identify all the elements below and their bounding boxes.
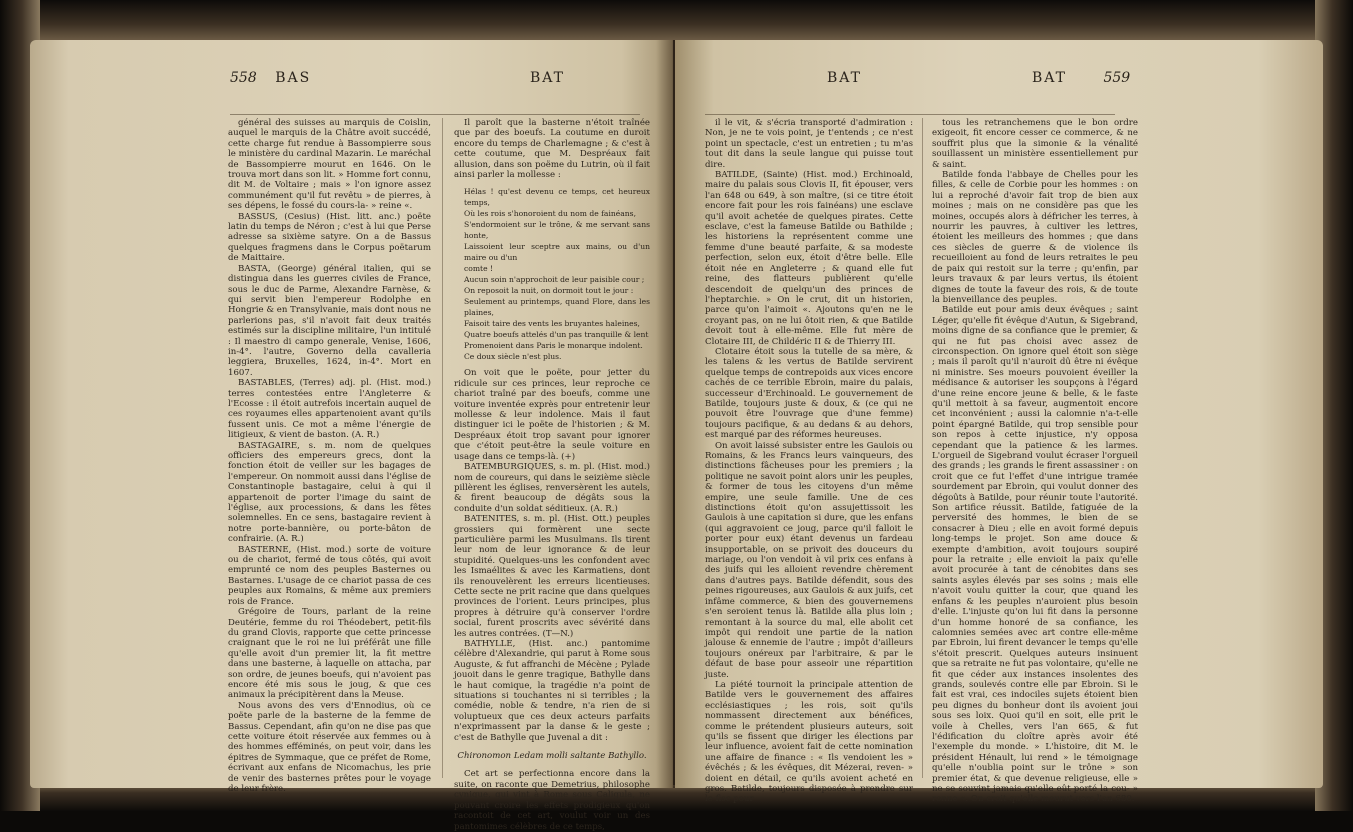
left-header-rule — [230, 114, 640, 115]
right-page-number: 559 — [1103, 70, 1131, 86]
poem-line: Où les rois s'honoroient du nom de fainéans, — [464, 209, 636, 219]
paragraph: BASTABLES, (Terres) adj. pl. (Hist. mod.) terres contestées entre l'Angleterre & l'Ecosse : il étoit autrefois incertain auquel de ces royaumes elles appartenoient avant qu'ils fussent unis. Ce mot a même l'énergie de litigieux, & vient de baston. (A. R.) — [228, 378, 431, 441]
paragraph: BATENITES, s. m. pl. (Hist. Ott.) peuples grossiers qui formèrent une secte particulière parmi les Musulmans. Ils tirent leur nom de leur ignorance & de leur stupidité. Quelques-uns les confondent avec les Ismaélites & avec les Karmatiens, dont ils renouvelèrent les erreurs licentieuses. Cette secte ne prit racine que dans quelques provinces de l'orient. Leurs principes, plus propres à détruire qu'à conserver l'ordre social, furent proscrits avec sévérité dans les autres contrées. (T—N.) — [454, 514, 650, 639]
paragraph: Grégoire de Tours, parlant de la reine Deutérie, femme du roi Théodebert, petit-fils du grand Clovis, rapporte que cette princesse craignant que le roi ne lui préférât une fille qu'elle avoit d'un premier lit, la fit mettre dans une basterne, à laquelle on attacha, par son ordre, de jeunes boeufs, qui n'avoient pas encore été mis sous le joug, & que ces animaux la précipitèrent dans la Meuse. — [228, 607, 431, 701]
left-page-number: 558 — [230, 70, 257, 86]
left-column-1 — [228, 118, 431, 794]
latin-quote: Chironomon Ledam molli saltante Bathyllo. — [457, 751, 647, 762]
book-edge-top — [0, 0, 1353, 40]
paragraph: Nous avons des vers d'Ennodius, où ce poëte parle de la basterne de la femme de Bassus. Cependant, afin qu'on ne dise pas que cette voiture étoit réservée aux femmes ou à des hommes efféminés, on peut voir, dans les épitres de Symmaque, que ce préfet de Rome, écrivant aux enfans de Nicomachus, les prie de venir des basternes prêtes pour le voyage de leur frère. — [228, 700, 431, 794]
paragraph: BATILDE, (Sainte) (Hist. mod.) Erchinoald, maire du palais sous Clovis II, fit épouser, vers l'an 648 ou 649, à son maître, (si ce titre étoit encore fait pour les rois fainéans) une esclave qu'il avoit achetée de quelques pirates. Cette esclave, c'est la fameuse Batilde ou Bathilde ; les historiens la représentent comme une femme d'une beauté parfaite, & sa modeste perfection, selon eux, étoit d'être belle. Elle étoit née en Angleterre ; & quand elle fut reine, des flatteurs publièrent qu'elle descendoit de quelqu'un des princes de l'heptarchie. » On le crut, dit un historien, parce qu'on l'aimoit «. Ajoutons qu'en ne le croyant pas, on ne lui ôtoit rien, & que Batilde devoit tout à elle-même. Elle fut mère de Clotaire III, de Childéric II & de Thierry III. — [705, 170, 913, 347]
poem-line: Quatre boeufs attelés d'un pas tranquille & lent — [464, 330, 649, 340]
poem-line: Laissoient leur sceptre aux mains, ou d'un maire ou d'un — [464, 242, 650, 263]
paragraph: BATEMBURGIQUES, s. m. pl. (Hist. mod.) nom de coureurs, qui dans le seizième siècle pillèrent les églises, renversèrent les autels, & firent beaucoup de dégâts sous la conduite d'un soldat séditieux. (A. R.) — [454, 462, 650, 514]
right-page-header — [1032, 70, 1130, 86]
left-col2-end: Cet art se perfectionna encore dans la suite, on raconte que Demetrius, philosophe cynique, qui vint à Rome sous Caligula, ne pouvant croire les effets prodigieux qu'on racontoit de cet art, voulut voir un des pantomimes célèbres de ce temps, — [454, 769, 650, 832]
paragraph: BATHYLLE, (Hist. anc.) pantomime célèbre d'Alexandrie, qui parut à Rome sous Auguste, & fut affranchi de Mécène ; Pylade jouoit dans le genre tragique, Bathylle dans le haut comique, la tragédie n'a point de situations si touchantes ni si terribles ; la comédie, noble & tendre, n'a rien de si voluptueux que ces deux acteurs parfaits n'exprimassent par la danse & le geste ; c'est de Bathylle que Juvenal a dit : — [454, 639, 650, 743]
right-column-rule — [922, 118, 923, 778]
poem-line: Ce doux siècle n'est plus. — [464, 352, 562, 362]
poem-line: Seulement au printemps, quand Flore, dans les plaines, — [464, 297, 650, 318]
paragraph: Batilde eut pour amis deux évêques ; saint Léger, qu'elle fit évêque d'Autun, & Sigebrand, moins digne de sa confiance que le premier, & qui ne fut pas choisi avec assez de circonspection. On ignore quel étoit son siège ; mais il paroît qu'il n'auroit dû être ni évêque ni ministre. Ses moeurs pouvoient éveiller la médisance & autoriser les soupçons à l'égard d'une reine encore jeune & belle, & le faste qu'il mettoit à sa faveur, augmentoit encore cet inconvénient ; aussi la calomnie n'a-t-elle point épargné Batilde, qui trop sensible pour son repos à cette injustice, n'y opposa cependant que la patience & les larmes. L'orgueil de Sigebrand voulut écraser l'orgueil des grands ; les grands le firent assassiner : on croit que ce fut l'effet d'une intrigue tramée sourdement par Ebroin, qui voulut donner des dégoûts à Batilde, pour réunir toute l'autorité. Son artifice réussit. Batilde, fatiguée de la perversité des hommes, le bien de se consacrer à Dieu ; elle en avoit formé depuis long-temps le projet. Son ame douce & exempte d'ambition, avoit toujours soupiré pour la retraite ; elle envioit la paix qu'elle avoit procurée à tant de cénobites dans ses saints asyles élevés par ses soins ; mais elle n'avoit voulu quitter la cour, que quand les enfans & les peuples n'auroient plus besoin d'elle. L'injuste qu'on lui fit dans la personne d'un homme honoré de sa confiance, les calomnies semées avec art contre elle-même par Ebroin, lui firent devancer le temps qu'elle s'étoit prescrit. Quelques auteurs insinuent que sa retraite ne fut pas volontaire, qu'elle ne fit que céder aux instances insolentes des grands, soulevés contre elle par Ebroin. Si le fait est vrai, ces indociles sujets étoient bien peu dignes du bonheur dont ils avoient joui sous ses loix. Quoi qu'il en soit, elle prit le voile à Chelles, vers l'an 665, & fut l'édification du cloître après avoir été l'exemple du monde. » L'histoire, dit M. le président Hénault, lui rend » le témoignage qu'elle n'oublia point sur le trône » son premier état, & que devenue religieuse, elle » ne se souvint jamais qu'elle eût porté la cou- » ronne «. On croit qu'elle mourut vers l'an 680. — [932, 305, 1138, 805]
poem-line: comte ! — [464, 264, 494, 274]
paragraph: général des suisses au marquis de Coislin, auquel le marquis de la Châtre avoit succédé, cette charge fut rendue à Bassompierre sous le ministère du cardinal Mazarin. Le maréchal de Bassompierre mourut en 1646. On le trouva mort dans son lit. » Homme fort connu, dit M. de Voltaire ; mais » l'on ignore assez communément qu'il fut revêtu » de pierres, à ses dépens, le fossé du cours-la- » reine «. — [228, 118, 431, 212]
paragraph: il le vit, & s'écria transporté d'admiration : Non, je ne te vois point, je t'entends ; ce n'est point un spectacle, c'est un entretien ; tu m'as tout dit dans la seule langue qui puisse tout dire. — [705, 118, 913, 170]
left-header-word-right: BAT — [530, 70, 565, 86]
paragraph: BASTERNE, (Hist. mod.) sorte de voiture ou de chariot, fermé de tous côtés, qui avoit emprunté ce nom des peuples Basternes ou Bastarnes. L'usage de ce chariot passa de ces peuples aux Romains, & même aux premiers rois de France. — [228, 544, 431, 607]
right-column-1 — [705, 118, 913, 805]
poem-line: On reposoit la nuit, on dormoit tout le jour : — [464, 286, 634, 296]
poem-line: S'endormoient sur le trône, & me servant sans honte, — [464, 220, 650, 241]
right-column-2 — [932, 118, 1138, 805]
left-page — [30, 40, 673, 832]
paragraph: Clotaire étoit sous la tutelle de sa mère, & les talens & les vertus de Batilde servirent quelque temps de contrepoids aux vices encore cachés de ce terrible Ebroin, maire du palais, successeur d'Erchinoald. Le gouvernement de Batilde, toujours juste & doux, & (ce qui ne pouvoit être l'ouvrage que d'une femme) toujours pacifique, & au dedans & au dehors, est marqué par des réformes heureuses. — [705, 346, 913, 441]
right-page — [675, 40, 1323, 805]
paragraph: Batilde fonda l'abbaye de Chelles pour les filles, & celle de Corbie pour les hommes : on lui a reproché d'avoir fait trop de bien aux moines ; mais on ne considère pas que les moines, occupés alors à défricher les terres, à nourrir les pauvres, à cultiver les lettres, étoient les meilleurs des hommes ; que dans ces siècles de guerre & de violence ils recueilloient au fond de leurs retraites le peu de paix qui restoit sur la terre ; qu'enfin, par leurs travaux & par leurs vertus, ils étoient dignes de toute la faveur des rois, & de toute la bienveillance des peuples. — [932, 170, 1138, 305]
poem-line: Faisoit taire des vents les bruyantes haleines, — [464, 319, 640, 329]
book-edge-bottom — [0, 785, 1353, 811]
left-page-header — [230, 70, 311, 86]
paragraph: BASTAGAIRE, s. m. nom de quelques officiers des empereurs grecs, dont la fonction étoit de veiller sur les bagages de l'empereur. On nommoit aussi dans l'église de Constantinople bastagaire, celui à qui il appartenoit de porter l'image du saint de l'église, aux processions, & dans les fêtes solemnelles. En ce sens, bastagaire revient à notre porte-bannière, ou porte-bâton de confrairie. (A. R.) — [228, 440, 431, 545]
paragraph: On voit que le poëte, pour jetter du ridicule sur ces princes, leur reproche ce chariot traîné par des boeufs, comme une voiture inventée exprès pour entretenir leur mollesse & leur indolence. Mais il faut distinguer ici le poëte de l'historien ; & M. Despréaux étoit trop savant pour ignorer que c'étoit peut-être la seule voiture en usage dans ce temps-là. (+) — [454, 368, 650, 462]
right-header-rule — [705, 114, 1115, 115]
left-column-2 — [454, 118, 650, 832]
poem-line: Aucun soin n'approchoit de leur paisible cour ; — [464, 275, 645, 285]
left-col2-intro: Il paroît que la basterne n'étoit traînée que par des boeufs. La coutume en duroit encore du temps de Charlemagne ; & c'est à cette coutume, que M. Despréaux fait allusion, dans son poëme du Lutrin, où il fait ainsi parler la mollesse : — [454, 118, 650, 181]
left-header-word-left: BAS — [275, 70, 312, 86]
paragraph: On avoit laissé subsister entre les Gaulois ou Romains, & les Francs leurs vainqueurs, des distinctions fâcheuses pour les premiers ; la politique ne savoit point alors unir les peuples, & former de tous les citoyens d'un même empire, une seule famille. Une de ces distinctions étoit qu'on assujettissoit les Gaulois à une capitation si dure, que les enfans (qui aggravoient ce joug, parce qu'il falloit le porter pour eux) étant devenus un fardeau insupportable, on se privoit des douceurs du mariage, ou l'on vendoit à vil prix ces enfans à des juifs qui les alloient revendre chèrement dans d'autres pays. Batilde défendit, sous des peines rigoureuses, aux Gaulois & aux juifs, cet infâme commerce, & bien des gouvernemens s'en seroient tenus là. Batilde alla plus loin ; remontant à la source du mal, elle abolit cet impôt qui rendoit une partie de la nation jalouse & ennemie de l'autre ; impôt d'ailleurs toujours onéreux par l'arbitraire, & par le défaut de base pour asseoir une répartition juste. — [705, 440, 913, 680]
paragraph: La piété tournoit la principale attention de Batilde vers le gouvernement des affaires ecclésiastiques ; les rois, soit qu'ils nommassent directement aux bénéfices, comme le prétendent plusieurs auteurs, soit qu'ils se fissent que diriger les élections par leur influence, avoient fait de cette nomination une affaire de finance : « Ils vendoient les » évêchés ; & les évêques, dit Mézerai, reven- » doient en détail, ce qu'ils avoient acheté en gros. Batilde, toujours disposée à prendre sur le fisc pour — [705, 679, 913, 805]
right-header-word-right: BAT — [1032, 70, 1067, 86]
paragraph: BASTA, (George) général italien, qui se distingua dans les guerres civiles de France, sous le duc de Parme, Alexandre Farnèse, & qui servit bien l'empereur Rodolphe en Hongrie & en Transylvanie, mais dont nous ne parlerions pas, s'il n'avoit fait deux traités estimés sur la discipline militaire, l'un intitulé : Il maestro di campo generale, Venise, 1606, in-4°. l'autre, Governo della cavalleria leggiera, Bruxelles, 1624, in-4°. Mort en 1607. — [228, 263, 431, 378]
poem-line: Hélas ! qu'est devenu ce temps, cet heureux temps, — [464, 187, 650, 208]
right-header-word-left: BAT — [827, 70, 862, 86]
poem-quote — [464, 186, 650, 362]
poem-line: Promenoient dans Paris le monarque indolent. — [464, 341, 643, 351]
paragraph: tous les retranchemens que le bon ordre exigeoit, fit encore cesser ce commerce, & ne souffrit plus que la simonie & la vénalité souillassent un ministère essentiellement pur & saint. — [932, 118, 1138, 170]
left-column-rule — [442, 118, 443, 778]
paragraph: BASSUS, (Cesius) (Hist. litt. anc.) poëte latin du temps de Néron ; c'est à lui que Perse adresse sa sixième satyre. On a de Bassus quelques fragmens dans le Corpus poëtarum de Maittaire. — [228, 211, 431, 264]
